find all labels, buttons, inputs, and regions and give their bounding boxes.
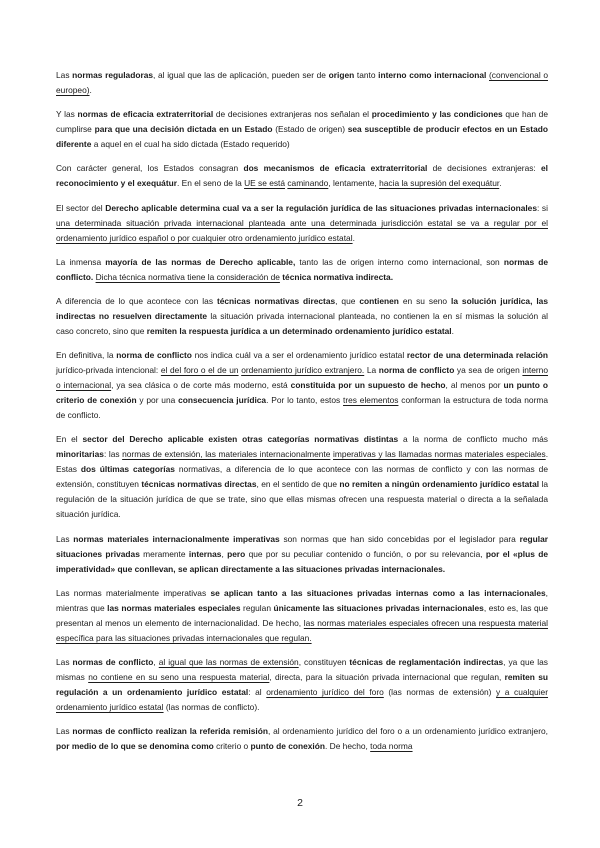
underlined-text: interno o internacional xyxy=(56,365,548,391)
underlined-text: caminando xyxy=(287,178,329,189)
text-run: conforman la estructura de toda norma de conflicto. xyxy=(56,395,548,421)
bold-text: sea susceptible de producir efectos en un Estado diferente xyxy=(56,124,548,150)
text-run: En el xyxy=(56,434,83,445)
paragraph xyxy=(56,68,548,98)
bold-text: normas de conflicto. xyxy=(56,256,549,282)
paragraph xyxy=(56,255,548,285)
underlined-text: tres elementos xyxy=(343,395,399,406)
text-run: . De hecho, xyxy=(325,741,371,752)
bold-text: la solución jurídica, las indirectas no resuelven directamente xyxy=(56,295,548,321)
text-run: , en el sentido de que xyxy=(256,479,340,490)
text-run: . xyxy=(451,325,454,336)
text-run: la regulación de la situación jurídica de que se trate, sino que ellas mismas ofrecen una respuesta material o directa a la señalada situación jurídica. xyxy=(56,479,548,520)
bold-text: origen xyxy=(328,70,355,80)
underlined-text: normas de extensión, las materiales internacionalmente xyxy=(122,449,331,460)
bold-text: regular situaciones privadas xyxy=(56,533,548,559)
underlined-text: toda norma xyxy=(370,741,413,752)
paragraph xyxy=(56,432,548,522)
bold-text: interno como internacional xyxy=(378,70,487,80)
text-run: , xyxy=(153,656,159,667)
underlined-text: y a cualquier ordenamiento jurídico estatal xyxy=(56,686,549,712)
text-run: : al xyxy=(248,686,267,697)
bold-text: normas materiales internacionalmente imperativas xyxy=(73,533,280,544)
text-run: . Estas xyxy=(56,449,549,475)
bold-text: técnicas normativas directas xyxy=(141,479,257,490)
bold-text: remiten la respuesta jurídica a un determinado ordenamiento jurídico estatal xyxy=(146,325,452,336)
bold-text: para que una decisión dictada en un Estado xyxy=(94,124,273,135)
bold-text: sector del Derecho aplicable existen otras categorías normativas distintas xyxy=(82,434,399,445)
text-run: , ya que las mismas xyxy=(56,656,548,682)
text-run: En definitiva, la xyxy=(56,350,117,361)
bold-text: dos mecanismos de eficacia extraterritorial xyxy=(243,163,428,174)
bold-text: procedimiento y las condiciones xyxy=(371,109,503,120)
text-run: . Por lo tanto, estos xyxy=(266,395,344,406)
text-run: : si xyxy=(537,202,548,213)
text-run: son normas que han sido concebidas por el legislador para xyxy=(279,533,520,544)
text-run: a la norma de conflicto mucho más xyxy=(398,434,548,445)
bold-text: normas reguladoras xyxy=(72,70,154,80)
bold-text: técnicas de reglamentación indirectas xyxy=(349,656,504,667)
text-run: y por una xyxy=(136,395,179,406)
bold-text: rector de una determinada relación xyxy=(406,350,549,361)
document-body xyxy=(56,68,548,754)
bold-text: no remiten a ningún ordenamiento jurídico estatal xyxy=(339,479,540,490)
paragraph xyxy=(56,655,548,715)
paragraph xyxy=(56,724,548,754)
underlined-text: Dicha técnica normativa tiene la consideración de xyxy=(95,271,280,282)
paragraph xyxy=(56,201,548,246)
text-run: nos indica cuál va a ser el ordenamiento jurídico estatal xyxy=(191,350,407,361)
text-run: ya sea de origen xyxy=(454,365,523,376)
text-run: . xyxy=(352,232,355,243)
bold-text: minoritarias xyxy=(56,449,104,460)
bold-text: Derecho aplicable determina cual va a ser la regulación jurídica de las situaciones privadas internacionales xyxy=(105,202,537,213)
text-run: A diferencia de lo que acontece con las xyxy=(56,295,217,306)
paragraph xyxy=(56,161,548,191)
text-run: , esto es, las que presentan al menos un elemento de internacionalidad. De hecho, xyxy=(56,602,548,628)
underlined-text: el del foro o el de un xyxy=(160,365,239,376)
bold-text: norma de conflicto xyxy=(378,365,455,376)
underlined-text: UE se está xyxy=(244,178,286,189)
text-run: La inmensa xyxy=(56,256,106,267)
text-run: , lentamente, xyxy=(328,178,380,189)
text-run: que han de cumplirse xyxy=(56,109,548,135)
text-run: La xyxy=(364,365,379,376)
text-run: , que xyxy=(335,295,360,306)
text-run: meramente xyxy=(139,548,189,559)
bold-text: normas de conflicto realizan la referida remisión xyxy=(72,726,268,737)
text-run: tanto xyxy=(354,70,379,80)
bold-text: normas de eficacia extraterritorial xyxy=(77,109,214,120)
text-run: (las normas de extensión) xyxy=(383,686,497,697)
underlined-text: imperativas y las llamadas normas materiales especiales xyxy=(332,449,546,460)
underlined-text: ordenamiento jurídico extranjero. xyxy=(241,365,365,376)
text-run: , al igual que las de aplicación, pueden ser de xyxy=(153,70,329,80)
text-run: , al ordenamiento jurídico del foro o a un ordenamiento jurídico extranjero, xyxy=(267,726,548,737)
text-run: Las xyxy=(56,656,73,667)
text-run: Las xyxy=(56,533,74,544)
text-run: la situación privada internacional planteada, no contienen la en sí mismas la solución al caso concreto, sino que xyxy=(56,310,548,336)
bold-text: dos últimas categorías xyxy=(80,464,175,475)
bold-text: mayoría de las normas de Derecho aplicable, xyxy=(105,256,296,267)
text-run: que por su peculiar contenido o función, o por su relevancia, xyxy=(245,548,486,559)
text-run: . xyxy=(89,85,92,95)
text-run: Las xyxy=(56,70,73,80)
text-run: de decisiones extranjeras: xyxy=(427,163,542,174)
text-run: (las normas de conflicto). xyxy=(163,701,260,712)
bold-text: consecuencia jurídica xyxy=(178,395,267,406)
text-run: , mientras que xyxy=(56,587,548,613)
bold-text: el reconocimiento y el exequátur xyxy=(56,163,549,189)
text-run: Las normas materialmente imperativas xyxy=(56,587,211,598)
bold-text: por el «plus de imperatividad» que conllevan, se aplican directamente a las situaciones privadas internacionales. xyxy=(56,548,548,574)
bold-text: las normas materiales especiales xyxy=(107,602,241,613)
bold-text: remiten su regulación a un ordenamiento jurídico estatal xyxy=(56,671,548,697)
bold-text: internas xyxy=(188,548,222,559)
text-run: criterio o xyxy=(213,741,251,752)
text-run: regulan xyxy=(240,602,274,613)
underlined-text: las normas materiales especiales ofrecen una respuesta material específica para las situaciones privadas internacionales que regulan. xyxy=(56,617,549,643)
bold-text: pero xyxy=(227,548,246,559)
bold-text: punto de conexión xyxy=(250,741,325,752)
bold-text: norma de conflicto xyxy=(116,350,192,361)
text-run: Y las xyxy=(56,109,78,120)
text-run: normativas, a diferencia de lo que acontece con las normas de conflicto y con las normas de extensión, constituyen xyxy=(56,464,548,490)
bold-text: contienen xyxy=(359,295,399,306)
bold-text: técnicas normativas directas xyxy=(216,295,336,306)
paragraph xyxy=(56,532,548,577)
text-run: Con carácter general, los Estados consagran xyxy=(56,163,244,174)
underlined-text: (convencional o europeo) xyxy=(56,70,548,95)
underlined-text: una determinada situación privada internacional planteada ante una determinada jurisdicción estatal se va a regular por el ordenamiento jurídico español o por cualquier otro ordenamiento jurídico estatal xyxy=(56,217,548,243)
text-run: (Estado de origen) xyxy=(272,124,348,135)
text-run: , al menos por xyxy=(445,380,504,391)
bold-text: constituida por un supuesto de hecho xyxy=(290,380,446,391)
bold-text: un punto o criterio de conexión xyxy=(56,380,548,406)
bold-text: por medio de lo que se denomina como xyxy=(56,741,214,752)
text-run: en su seno xyxy=(398,295,451,306)
text-run: tanto las de origen interno como internacional, son xyxy=(295,256,504,267)
text-run: , constituyen xyxy=(298,656,350,667)
paragraph xyxy=(56,348,548,423)
paragraph xyxy=(56,294,548,339)
bold-text: técnica normativa indirecta. xyxy=(282,271,394,282)
page-number: 2 xyxy=(297,797,303,809)
underlined-text: al igual que las normas de extensión xyxy=(158,656,299,667)
bold-text: normas de conflicto xyxy=(72,656,154,667)
text-run: de decisiones extranjeras nos señalan el xyxy=(213,109,372,120)
bold-text: únicamente las situaciones privadas internacionales xyxy=(273,602,484,613)
text-run: , xyxy=(221,548,228,559)
text-run: jurídico-privada intencional: xyxy=(56,365,161,376)
text-run: a aquel en el cual ha sido dictada (Estado requerido) xyxy=(91,139,290,150)
bold-text: se aplican tanto a las situaciones privadas internas como a las internacionales xyxy=(210,587,546,598)
text-run: El sector del xyxy=(56,202,106,213)
text-run: , directa, para la situación privada internacional que regulan, xyxy=(269,671,505,682)
paragraph xyxy=(56,586,548,646)
text-run: , ya sea clásica o de corte más moderno, está xyxy=(111,380,291,391)
underlined-text: hacia la supresión del exequátur xyxy=(379,178,500,189)
underlined-text: ordenamiento jurídico del foro xyxy=(266,686,384,697)
paragraph xyxy=(56,107,548,152)
text-run: . xyxy=(499,178,502,189)
underlined-text: no contiene en su seno una respuesta material xyxy=(88,671,270,682)
text-run: : las xyxy=(103,449,123,460)
text-run: . En el seno de la xyxy=(177,178,245,189)
text-run: Las xyxy=(56,726,73,737)
